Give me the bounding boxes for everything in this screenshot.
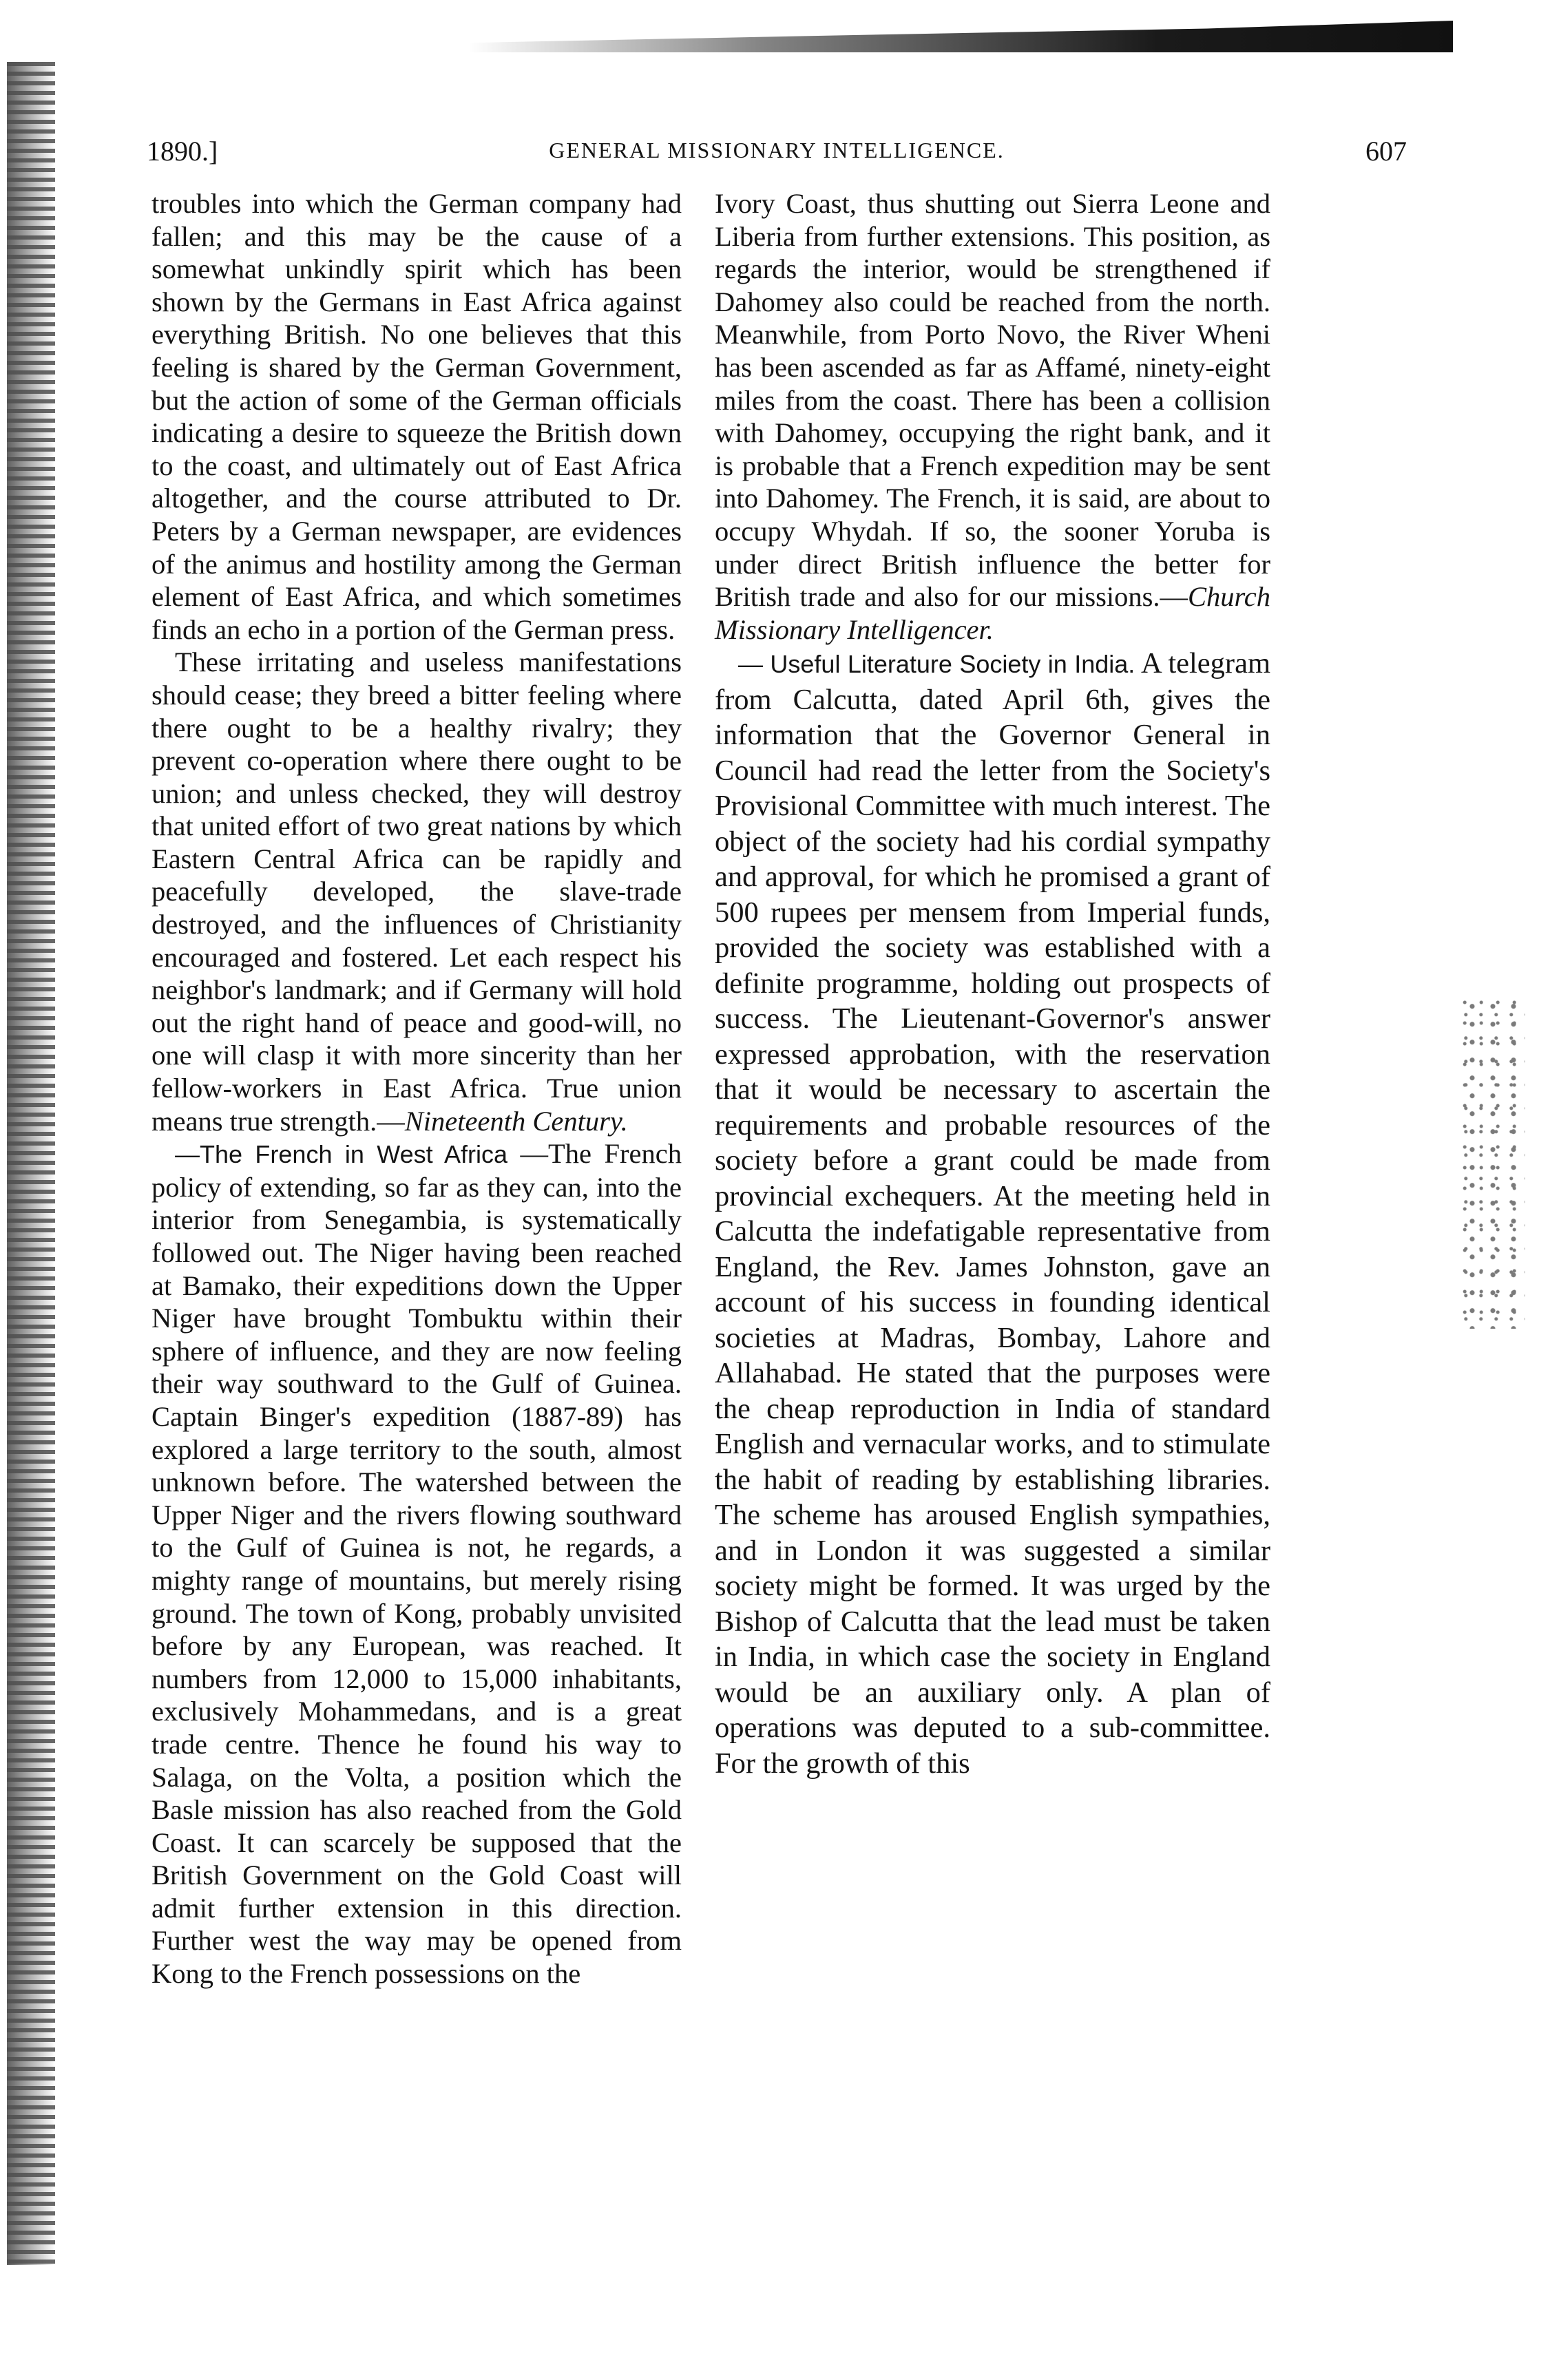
header-year: 1890.] [147,136,218,167]
page-number: 607 [1365,136,1407,167]
left-paragraph-1: troubles into which the German company had fallen; and this may be the cause of a somewhat unkindly spirit which has been shown by the Germans in East Africa against everything British. No one believes that this feeling is shared by the German Government, but the action of some of the German officials indicating a desire to squeeze the British down to the coast, and ultimately out of East Africa altogether, and the course attributed to Dr. Peters by a German newspaper, are evidences of the animus and hostility among the German element of East Africa, and which sometimes finds an echo in a portion of the German press. [151,188,682,645]
left-paragraph-3 [151,1137,682,1990]
left-paragraph-2 [151,646,682,1137]
left-paragraph-2-source: Nineteenth Century. [404,1105,628,1137]
right-paragraph-1 [715,187,1270,646]
right-column [715,187,1270,1781]
scan-top-streak [468,21,1453,52]
french-west-africa-heading: —The French in West Africa [175,1140,508,1169]
right-paragraph-2 [715,646,1270,1781]
left-column [151,187,682,1990]
scan-right-specks [1460,998,1525,1329]
scan-left-edge [7,62,55,2265]
header-title: GENERAL MISSIONARY INTELLIGENCE. [549,138,1005,162]
useful-literature-heading: — Useful Literature Society in India. [738,650,1135,679]
right-paragraph-2-text: A telegram from Calcutta, dated April 6th, gives the information that the Governor General in Council had read the letter from the Society's Provisional Committee with much interest. The object of the society had his cordial sympathy and approval, for which he promised a grant of 500 rupees per mensem from Imperial funds, provided the society was established with a definite programme, holding out prospects of success. The Lieutenant-Governor's answer expressed approbation, with the reservation that it would be necessary to ascertain the requirements and probable resources of the society before a grant could be made from provincial exchequers. At the meeting held in Calcutta the indefatigable representative from England, the Rev. James Johnston, gave an account of his success in founding identical societies at Madras, Bombay, Lahore and Allahabad. He stated that the purposes were the cheap reproduction in India of standard English and vernacular works, and to stimulate the habit of reading by establishing libraries. The scheme has aroused English sympathies, and in London it was suggested a similar society might be formed. It was urged by the Bishop of Calcutta that the lead must be taken in India, in which case the society in England would be an auxiliary only. A plan of operations was deputed to a sub-committee. For the growth of this [715,647,1270,1780]
running-head [147,135,1407,176]
right-paragraph-1-text: Ivory Coast, thus shutting out Sierra Leone and Liberia from further extensions. This position, as regards the interior, would be strengthened if Dahomey also could be reached from the north. Meanwhile, from Porto Novo, the River Wheni has been ascended as far as Affamé, ninety-eight miles from the coast. There has been a collision with Dahomey, occupying the right bank, and it is probable that a French expedition may be sent into Dahomey. The French, it is said, are about to occupy Whydah. If so, the sooner Yoruba is under direct British influence the better for British trade and also for our missions.— [715,188,1270,613]
left-paragraph-2-text: These irritating and useless manifestations should cease; they breed a bitter feeling where there ought to be a healthy rivalry; they prevent co-operation where there ought to be union; and unless checked, they will destroy that united effort of two great nations by which Eastern Central Africa can be rapidly and peacefully developed, the slave-trade destroyed, and the influences of Christianity encouraged and fostered. Let each respect his neighbor's landmark; and if Germany will hold out the right hand of peace and good-will, no one will clasp it with more sincerity than her fellow-workers in East Africa. True union means true strength.— [151,646,682,1137]
right-paragraph-1-source: Church Missionary Intelligencer. [715,581,1270,645]
left-paragraph-3-text: —The French policy of extending, so far as they can, into the interior from Senegambia, is systematically followed out. The Niger having been reached at Bamako, their expeditions down the Upper Niger have brought Tombuktu within their sphere of influence, and they are now feeling their way southward to the Gulf of Guinea. Captain Binger's expedition (1887-89) has explored a large territory to the south, almost unknown before. The watershed between the Upper Niger and the rivers flowing southward to the Gulf of Guinea is not, he regards, a mighty range of mountains, but merely rising ground. The town of Kong, probably unvisited before by any European, was reached. It numbers from 12,000 to 15,000 inhabitants, exclusively Mohammedans, and is a great trade centre. Thence he found his way to Salaga, on the Volta, a position which the Basle mission has also reached from the Gold Coast. It can scarcely be supposed that the British Government on the Gold Coast will admit further extension in this direction. Further west the way may be opened from Kong to the French possessions on the [151,1138,682,1990]
